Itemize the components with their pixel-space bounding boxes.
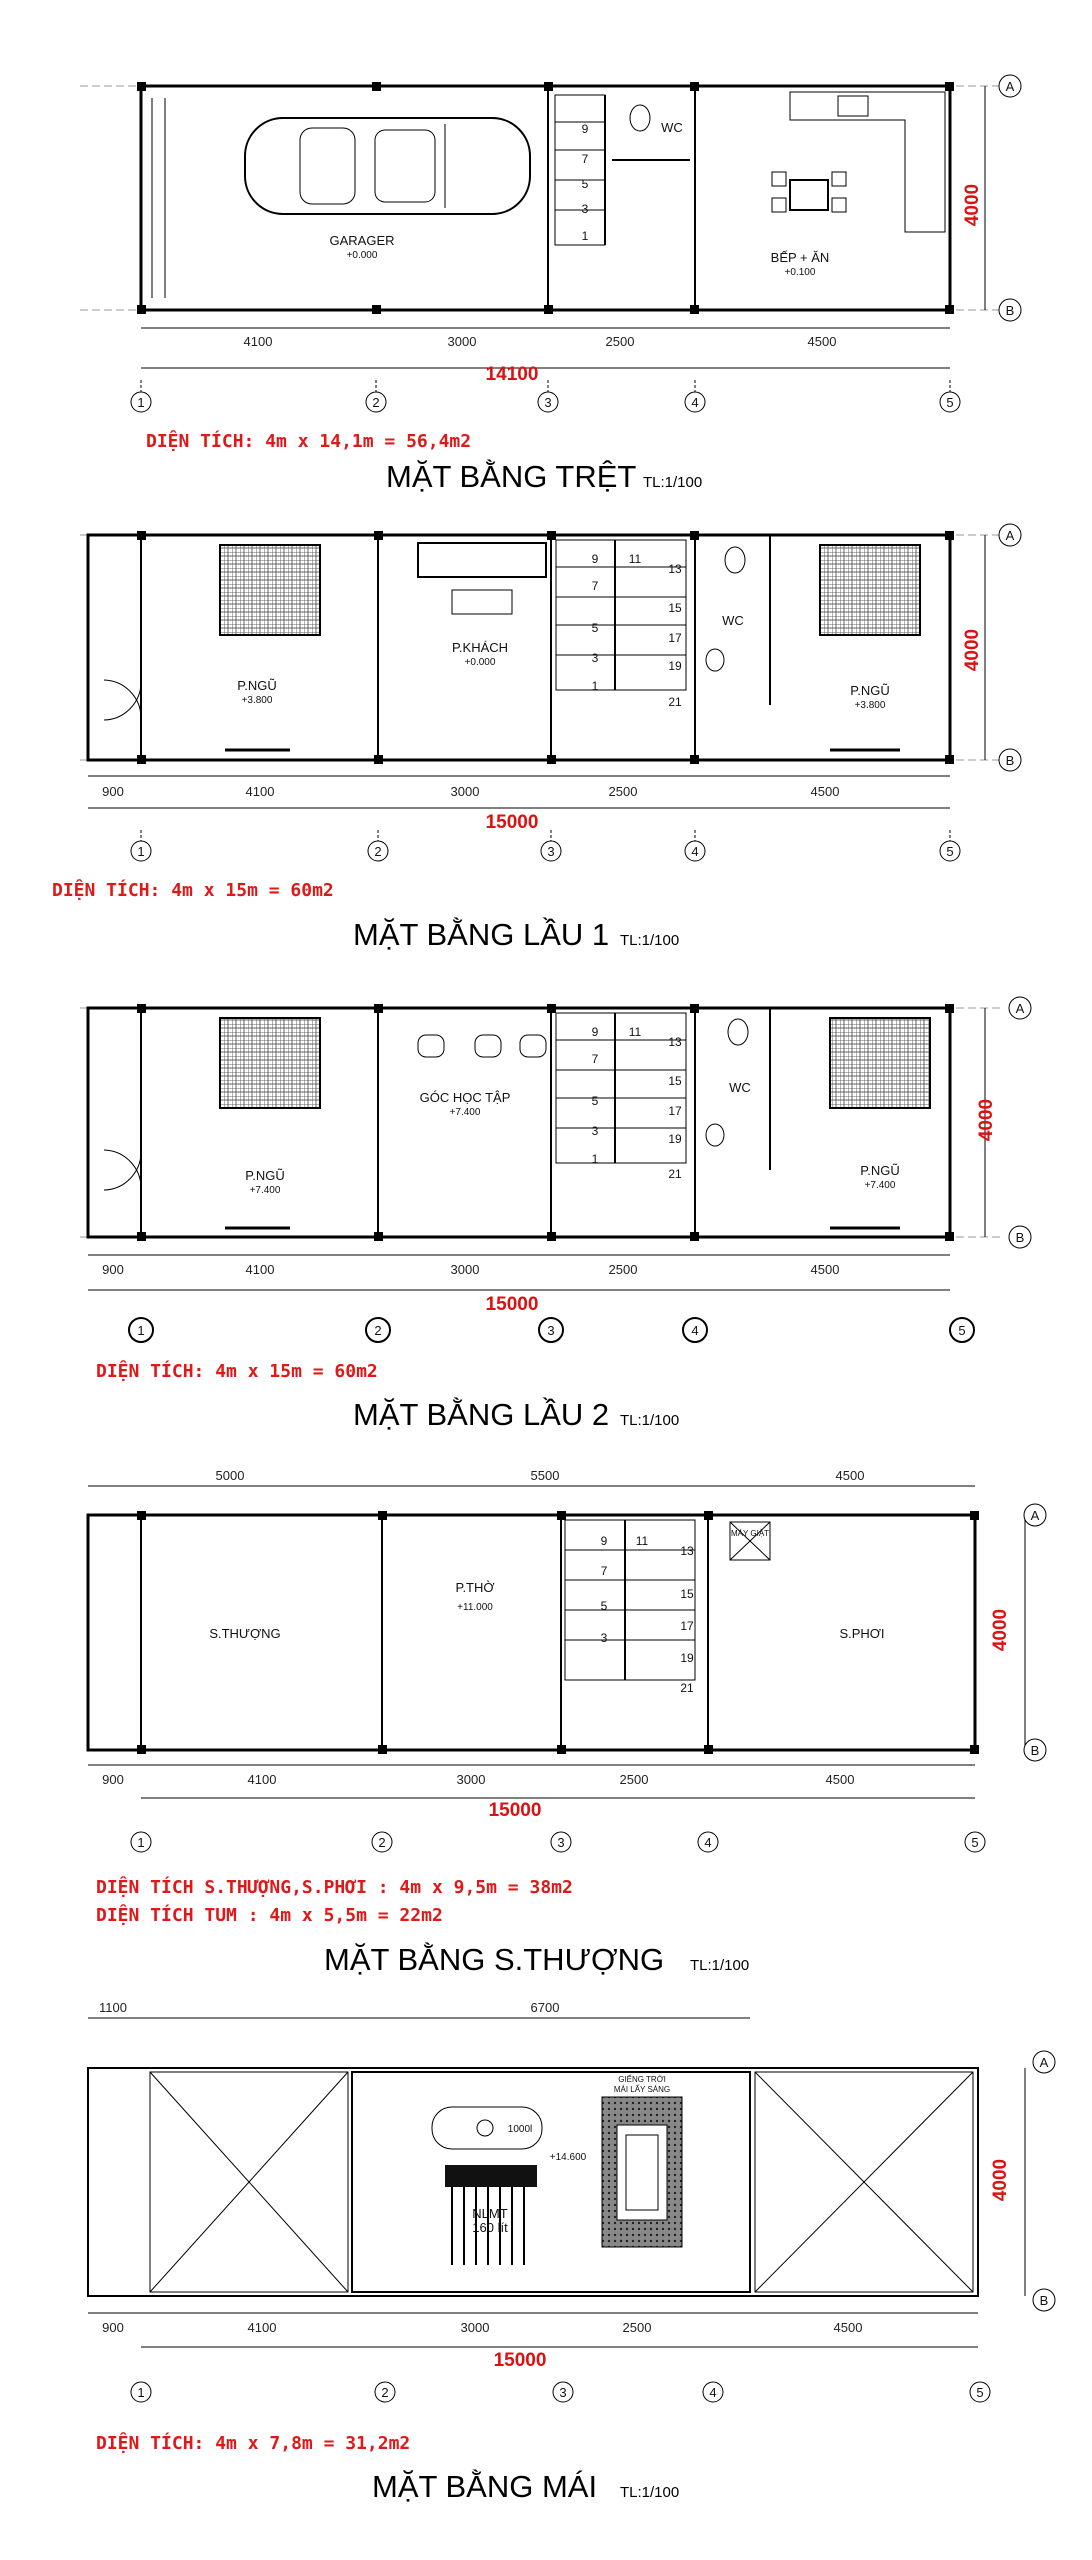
stair-step: 9 (591, 1025, 599, 1039)
dimension-label: 2500 (608, 1262, 638, 1277)
dimension-label: 5500 (530, 1468, 560, 1483)
grid-row-label: B (1030, 1743, 1040, 1758)
dimension-label: 2500 (619, 1772, 649, 1787)
grid-row-label: B (1005, 303, 1015, 318)
grid-row-label: A (1039, 2055, 1049, 2070)
car-icon (245, 118, 530, 214)
dimension-label: 900 (102, 1772, 124, 1787)
bed-icon (820, 545, 920, 635)
dimension-label: 4500 (833, 2320, 863, 2335)
dimension-label: 4500 (810, 1262, 840, 1277)
grid-row-label: A (1015, 1001, 1025, 1016)
stair-step: 15 (668, 601, 682, 615)
water-tank-capacity: 1000l (507, 2124, 533, 2135)
bed-icon (830, 1018, 930, 1108)
dimension-label: 4500 (835, 1468, 865, 1483)
grid-axis-label: 3 (559, 2385, 567, 2400)
plan-floor-1 (52, 524, 1021, 952)
grid-row-label: B (1015, 1230, 1025, 1245)
stair-icon (556, 1013, 686, 1163)
grid-axis-label: 1 (137, 844, 145, 859)
room-name: S.THƯỢNG (209, 1626, 281, 1641)
area-note: DIỆN TÍCH: 4m x 14,1m = 56,4m2 (146, 431, 472, 452)
plan-scale: TL:1/100 (620, 932, 680, 949)
grid-axis-label: 2 (374, 844, 382, 859)
dimension-label: 4100 (247, 2320, 277, 2335)
plan-scale: TL:1/100 (643, 474, 703, 491)
toilet-icon (630, 105, 650, 131)
room-name: GARAGER (329, 233, 395, 248)
grid-axis-label: 4 (709, 2385, 717, 2400)
room-name: BẾP + ĂN (770, 250, 830, 265)
grid-axis-label: 1 (137, 1323, 145, 1338)
depth-dimension: 4000 (962, 183, 983, 227)
stair-step: 19 (668, 659, 682, 673)
stair-step: 17 (668, 631, 682, 645)
dimension-label: 900 (102, 784, 124, 799)
grid-axis-label: 2 (374, 1323, 382, 1338)
grid-axis-label: 5 (946, 844, 954, 859)
room-level: +7.400 (449, 1107, 481, 1118)
grid-axis-label: 5 (971, 1835, 979, 1850)
stair-step: 3 (581, 202, 589, 216)
grid-axis-label: 3 (544, 395, 552, 410)
room-name: WC (722, 613, 744, 628)
total-length: 15000 (485, 1294, 539, 1315)
stair-step: 7 (591, 1052, 599, 1066)
room-name: S.PHƠI (839, 1626, 885, 1641)
stair-step: 11 (628, 1025, 642, 1039)
stair-step: 13 (680, 1544, 694, 1558)
grid-axis-label: 3 (547, 1323, 555, 1338)
grid-axis-label: 5 (958, 1323, 966, 1338)
stair-step: 1 (591, 1152, 599, 1166)
dimension-label: 3000 (450, 784, 480, 799)
total-length: 15000 (493, 2350, 547, 2371)
room-name: P.KHÁCH (451, 640, 509, 655)
grid-axis-label: 4 (691, 395, 699, 410)
grid-row-label: A (1030, 1508, 1040, 1523)
grid-row-label: B (1005, 753, 1015, 768)
stair-step: 21 (668, 695, 682, 709)
stair-step: 7 (581, 152, 589, 166)
dimension-label: 4500 (807, 334, 837, 349)
dimension-label: 900 (102, 2320, 124, 2335)
stair-step: 11 (628, 552, 642, 566)
grid-axis-label: 2 (372, 395, 380, 410)
depth-dimension: 4000 (990, 2158, 1011, 2202)
bed-icon (220, 1018, 320, 1108)
solar-capacity: 160 lít (472, 2220, 508, 2235)
stair-step: 5 (591, 621, 599, 635)
stair-step: 19 (668, 1132, 682, 1146)
room-level: +0.000 (464, 657, 496, 668)
grid-axis-label: 3 (557, 1835, 565, 1850)
dimension-label: 3000 (450, 1262, 480, 1277)
area-note: DIỆN TÍCH: 4m x 15m = 60m2 (52, 880, 334, 901)
grid-axis-label: 5 (976, 2385, 984, 2400)
sofa-icon (418, 543, 546, 577)
dimension-label: 2500 (605, 334, 635, 349)
room-name: WC (729, 1080, 751, 1095)
grid-axis-label: 4 (691, 1323, 699, 1338)
grid-axis-label: 5 (946, 395, 954, 410)
stair-step: 21 (680, 1681, 694, 1695)
shower-icon (706, 649, 724, 671)
plan-title: MẶT BẰNG LẦU 1 (353, 917, 610, 952)
stair-step: 15 (680, 1587, 694, 1601)
room-name: P.NGŨ (860, 1163, 900, 1178)
plan-title: MẶT BẰNG TRỆT (386, 459, 637, 494)
room-name: P.NGŨ (245, 1168, 285, 1183)
room-name: P.NGŨ (850, 683, 890, 698)
total-length: 15000 (485, 812, 539, 833)
room-name: P.THỜ (455, 1580, 495, 1595)
dimension-label: 4100 (247, 1772, 277, 1787)
stair-step: 3 (591, 1124, 599, 1138)
room-level: +3.800 (241, 695, 273, 706)
dimension-label: 4500 (810, 784, 840, 799)
depth-dimension: 4000 (962, 628, 983, 672)
stair-step: 3 (600, 1631, 608, 1645)
grid-axis-label: 1 (137, 1835, 145, 1850)
plan-roof-terrace (88, 1468, 1046, 1977)
dimension-label: 6700 (530, 2000, 560, 2015)
area-note: DIỆN TÍCH S.THƯỢNG,S.PHƠI : 4m x 9,5m = 38m2 (96, 1877, 573, 1898)
dimension-label: 3000 (456, 1772, 486, 1787)
grid-row-label: B (1039, 2293, 1049, 2308)
room-name: MÁY GIẶT (730, 1529, 770, 1538)
grid-axis-label: 1 (137, 395, 145, 410)
dimension-label: 900 (102, 1262, 124, 1277)
room-level: +7.400 (864, 1180, 896, 1191)
grid-axis-label: 2 (381, 2385, 389, 2400)
plan-title: MẶT BẰNG S.THƯỢNG (324, 1942, 665, 1977)
plan-title: MẶT BẰNG MÁI (372, 2469, 598, 2504)
stair-step: 17 (680, 1619, 694, 1633)
stair-step: 11 (635, 1534, 649, 1548)
roof-level: +14.600 (549, 2152, 587, 2163)
total-length: 15000 (488, 1800, 542, 1821)
dimension-label: 4100 (245, 784, 275, 799)
grid-axis-label: 3 (547, 844, 555, 859)
stair-step: 9 (591, 552, 599, 566)
skylight-label: GIẾNG TRỜI (618, 2075, 666, 2084)
plan-floor-2 (80, 997, 1031, 1432)
stair-step: 21 (668, 1167, 682, 1181)
grid-axis-label: 4 (704, 1835, 712, 1850)
room-name: P.NGŨ (237, 678, 277, 693)
room-level: +11.000 (457, 1602, 493, 1613)
toilet-icon (725, 547, 745, 573)
room-name: GÓC HỌC TẬP (419, 1090, 511, 1105)
stair-step: 5 (591, 1094, 599, 1108)
shower-icon (706, 1124, 724, 1146)
dimension-label: 5000 (215, 1468, 245, 1483)
plan-roof (88, 2000, 1055, 2504)
stair-step: 9 (600, 1534, 608, 1548)
dimension-label: 4100 (243, 334, 273, 349)
stair-step: 15 (668, 1074, 682, 1088)
dimension-label: 3000 (460, 2320, 490, 2335)
dimension-label: 3000 (447, 334, 477, 349)
total-length: 14100 (485, 364, 539, 385)
stair-step: 19 (680, 1651, 694, 1665)
dimension-label: 2500 (622, 2320, 652, 2335)
room-level: +0.000 (346, 250, 378, 261)
grid-row-label: A (1005, 528, 1015, 543)
bed-icon (220, 545, 320, 635)
room-name: WC (661, 120, 683, 135)
grid-axis-label: 2 (378, 1835, 386, 1850)
depth-dimension: 4000 (990, 1608, 1011, 1652)
plan-title: MẶT BẰNG LẦU 2 (353, 1397, 610, 1432)
dining-table-icon (772, 172, 846, 212)
stair-step: 13 (668, 562, 682, 576)
stair-step: 7 (600, 1564, 608, 1578)
room-level: +3.800 (854, 700, 886, 711)
depth-dimension: 4000 (976, 1098, 997, 1142)
area-note: DIỆN TÍCH: 4m x 7,8m = 31,2m2 (96, 2433, 411, 2454)
stair-icon (556, 540, 686, 690)
dimension-label: 4500 (825, 1772, 855, 1787)
plan-ground-floor (80, 75, 1021, 494)
dimension-label: 4100 (245, 1262, 275, 1277)
stair-step: 1 (581, 229, 589, 243)
area-note: DIỆN TÍCH TUM : 4m x 5,5m = 22m2 (96, 1905, 443, 1926)
stair-step: 13 (668, 1035, 682, 1049)
plan-scale: TL:1/100 (690, 1957, 750, 1974)
grid-axis-label: 1 (137, 2385, 145, 2400)
stair-step: 7 (591, 579, 599, 593)
dimension-label: 1100 (99, 2000, 127, 2015)
stair-icon (555, 95, 605, 245)
room-level: +0.100 (784, 267, 816, 278)
solar-label: NLMT (472, 2206, 508, 2221)
grid-row-label: A (1005, 79, 1015, 94)
stair-step: 5 (581, 177, 589, 191)
dimension-label: 2500 (608, 784, 638, 799)
stair-step: 1 (591, 679, 599, 693)
stair-step: 9 (581, 122, 589, 136)
skylight-label: MÁI LẤY SÁNG (613, 2085, 671, 2094)
room-level: +7.400 (249, 1185, 281, 1196)
toilet-icon (728, 1019, 748, 1045)
grid-axis-label: 4 (691, 844, 699, 859)
stair-step: 5 (600, 1599, 608, 1613)
plan-scale: TL:1/100 (620, 1412, 680, 1429)
stair-step: 17 (668, 1104, 682, 1118)
area-note: DIỆN TÍCH: 4m x 15m = 60m2 (96, 1361, 378, 1382)
study-desk-icon (418, 1035, 546, 1057)
plan-scale: TL:1/100 (620, 2484, 680, 2501)
stair-icon (565, 1520, 695, 1680)
stair-step: 3 (591, 651, 599, 665)
